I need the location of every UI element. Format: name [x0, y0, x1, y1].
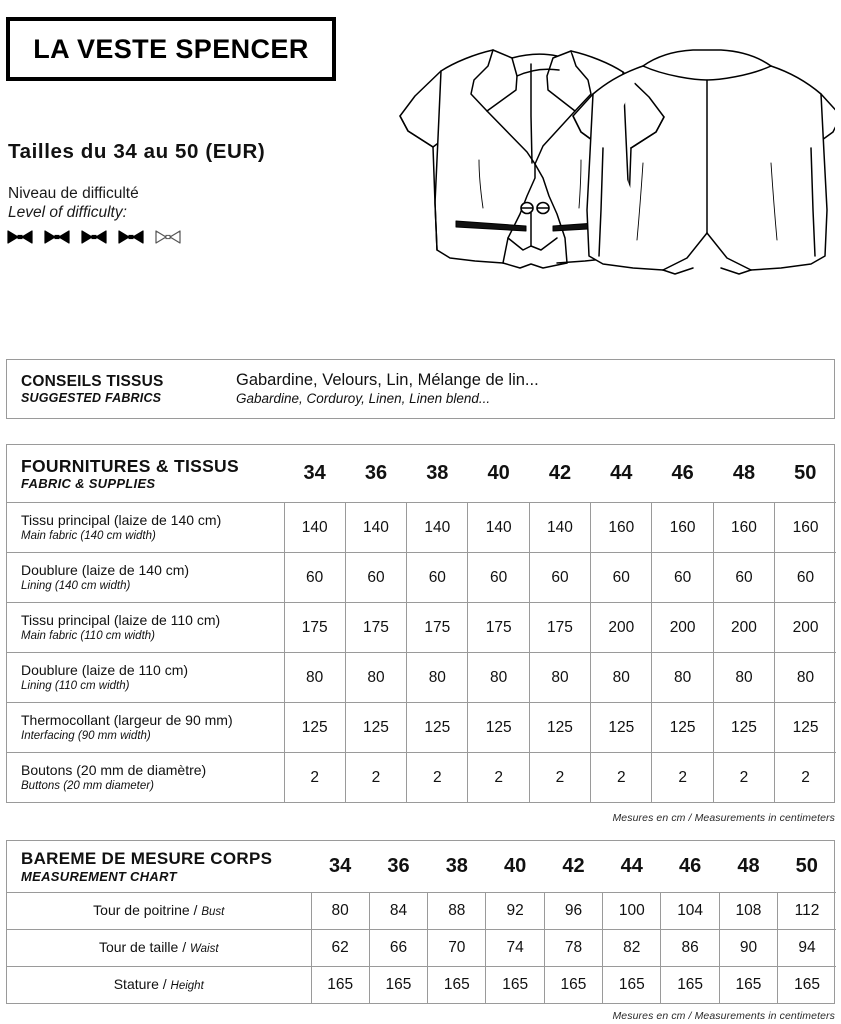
table-row [7, 603, 836, 653]
suggested-fabrics-value [236, 371, 834, 407]
row-label-cell [7, 930, 311, 967]
row-label-en: Lining (140 cm width) [21, 579, 131, 592]
table-cell-value: 60 [652, 553, 713, 603]
measurement-title-fr: BAREME DE MESURE CORPS [21, 848, 273, 868]
table-cell-value: 165 [719, 967, 777, 1004]
size-column-header: 42 [548, 462, 572, 484]
table-cell-value: 80 [407, 653, 468, 703]
table-cell-value: 125 [284, 703, 345, 753]
row-label-cell [7, 967, 311, 1004]
table-cell-value: 80 [311, 893, 369, 930]
table-cell-value: 92 [486, 893, 544, 930]
table-cell-value: 84 [369, 893, 427, 930]
page-title: LA VESTE SPENCER [33, 33, 309, 64]
table-cell-value: 2 [591, 753, 652, 803]
table-cell-value: 80 [713, 653, 774, 703]
table-cell-value: 175 [407, 603, 468, 653]
table-cell-value: 80 [284, 653, 345, 703]
table-cell-value: 140 [468, 503, 529, 553]
row-label-cell [7, 503, 284, 553]
table-cell-value: 2 [713, 753, 774, 803]
table-cell-value: 165 [778, 967, 836, 1004]
table-cell-value: 70 [428, 930, 486, 967]
table-cell-value: 80 [652, 653, 713, 703]
table-cell-value: 165 [603, 967, 661, 1004]
row-label-fr: Boutons (20 mm de diamètre) [21, 761, 207, 778]
garment-illustrations [375, 18, 835, 318]
table-cell-value: 165 [661, 967, 719, 1004]
row-label-en: Buttons (20 mm diameter) [21, 779, 154, 792]
table-cell-value: 60 [775, 553, 836, 603]
row-label-cell [7, 703, 284, 753]
table-cell-value: 86 [661, 930, 719, 967]
table-cell-value: 60 [284, 553, 345, 603]
table-row [7, 967, 836, 1004]
table-row [7, 930, 836, 967]
size-column-header: 34 [303, 462, 326, 484]
table-row [7, 553, 836, 603]
table-cell-value: 90 [719, 930, 777, 967]
table-cell-value: 78 [544, 930, 602, 967]
measurement-units-note: Mesures en cm / Measurements in centimeters [612, 1010, 835, 1022]
table-cell-value: 74 [486, 930, 544, 967]
table-cell-value: 60 [529, 553, 590, 603]
row-label-cell [7, 603, 284, 653]
table-cell-value: 80 [775, 653, 836, 703]
table-cell-value: 200 [775, 603, 836, 653]
size-column-header: 44 [620, 855, 643, 877]
button-icon [521, 203, 549, 214]
table-cell-value: 112 [778, 893, 836, 930]
row-label-fr: Tour de poitrine / [93, 902, 202, 918]
table-cell-value: 2 [345, 753, 406, 803]
table-cell-value: 62 [311, 930, 369, 967]
row-label-en: Lining (110 cm width) [21, 679, 130, 692]
table-cell-value: 140 [284, 503, 345, 553]
bowtie-filled-icon [7, 230, 33, 244]
fabrics-value-fr: Gabardine, Velours, Lin, Mélange de lin... [236, 371, 539, 389]
table-cell-value: 125 [407, 703, 468, 753]
table-cell-value: 80 [529, 653, 590, 703]
table-cell-value: 2 [652, 753, 713, 803]
row-label-cell [7, 893, 311, 930]
table-cell-value: 66 [369, 930, 427, 967]
size-column-header: 40 [487, 462, 510, 484]
row-label-cell [7, 653, 284, 703]
row-label-en: Waist [190, 943, 219, 955]
size-column-header: 38 [445, 855, 468, 877]
table-row [7, 503, 836, 553]
fabrics-label-fr: CONSEILS TISSUS [21, 372, 164, 390]
title-box [6, 17, 336, 81]
supplies-header-row [7, 445, 836, 503]
table-cell-value: 165 [486, 967, 544, 1004]
table-row [7, 703, 836, 753]
row-label-cell [7, 753, 284, 803]
supplies-title-cell [7, 445, 284, 503]
row-label-en: Height [170, 980, 204, 992]
fabrics-value-en: Gabardine, Corduroy, Linen, Linen blend... [236, 391, 491, 406]
table-cell-value: 80 [345, 653, 406, 703]
size-column-header: 42 [562, 855, 585, 877]
table-cell-value: 96 [544, 893, 602, 930]
row-label-fr: Tour de taille / [98, 939, 190, 955]
row-label-fr: Tissu principal (laize de 140 cm) [21, 511, 222, 528]
table-cell-value: 108 [719, 893, 777, 930]
table-cell-value: 80 [591, 653, 652, 703]
fabrics-label-en: SUGGESTED FABRICS [21, 390, 162, 405]
row-label-fr: Doublure (laize de 140 cm) [21, 561, 190, 578]
table-row [7, 753, 836, 803]
size-column-header: 46 [671, 462, 694, 484]
size-column-header: 50 [795, 855, 818, 877]
measurement-chart-table [6, 840, 835, 1004]
suggested-fabrics-label [21, 373, 236, 406]
table-cell-value: 60 [468, 553, 529, 603]
table-cell-value: 200 [591, 603, 652, 653]
row-label-fr: Stature / [113, 976, 171, 992]
table-cell-value: 2 [468, 753, 529, 803]
table-cell-value: 2 [284, 753, 345, 803]
table-cell-value: 165 [369, 967, 427, 1004]
table-cell-value: 165 [544, 967, 602, 1004]
document-header [0, 0, 841, 340]
table-cell-value: 125 [775, 703, 836, 753]
table-cell-value: 100 [603, 893, 661, 930]
supplies-title-en: FABRIC & SUPPLIES [21, 475, 156, 491]
size-column-header: 36 [387, 855, 410, 877]
table-cell-value: 175 [529, 603, 590, 653]
supplies-title-fr: FOURNITURES & TISSUS [21, 455, 239, 476]
row-label-en: Main fabric (140 cm width) [21, 529, 156, 542]
fabric-supplies-table [6, 444, 835, 803]
table-cell-value: 160 [591, 503, 652, 553]
row-label-en: Interfacing (90 mm width) [21, 729, 151, 742]
table-cell-value: 175 [468, 603, 529, 653]
table-cell-value: 60 [591, 553, 652, 603]
size-column-header: 44 [610, 462, 633, 484]
row-label-en: Main fabric (110 cm width) [21, 629, 155, 642]
table-row [7, 893, 836, 930]
table-cell-value: 60 [345, 553, 406, 603]
size-column-header: 48 [737, 855, 760, 877]
table-cell-value: 140 [407, 503, 468, 553]
table-cell-value: 125 [529, 703, 590, 753]
table-cell-value: 200 [713, 603, 774, 653]
difficulty-label-en: Level of difficulty: [8, 204, 127, 221]
table-cell-value: 160 [713, 503, 774, 553]
measurement-title-en: MEASUREMENT CHART [21, 868, 177, 884]
bowtie-empty-icon [155, 230, 181, 244]
table-cell-value: 60 [713, 553, 774, 603]
table-cell-value: 125 [591, 703, 652, 753]
table-cell-value: 140 [529, 503, 590, 553]
table-cell-value: 104 [661, 893, 719, 930]
supplies-units-note: Mesures en cm / Measurements in centimeters [612, 812, 835, 824]
size-column-header: 46 [679, 855, 702, 877]
table-cell-value: 125 [713, 703, 774, 753]
size-column-header: 36 [364, 462, 388, 484]
measurement-title-cell [7, 841, 311, 893]
table-cell-value: 2 [529, 753, 590, 803]
table-cell-value: 165 [311, 967, 369, 1004]
row-label-fr: Tissu principal (laize de 110 cm) [21, 611, 221, 628]
row-label-fr: Thermocollant (largeur de 90 mm) [21, 711, 233, 728]
table-row [7, 653, 836, 703]
table-cell-value: 200 [652, 603, 713, 653]
table-cell-value: 165 [428, 967, 486, 1004]
table-cell-value: 175 [345, 603, 406, 653]
bowtie-filled-icon [81, 230, 107, 244]
size-column-header: 34 [329, 855, 352, 877]
measurement-header-row [7, 841, 836, 893]
table-cell-value: 88 [428, 893, 486, 930]
row-label-cell [7, 553, 284, 603]
suggested-fabrics-panel [6, 359, 835, 419]
table-cell-value: 160 [652, 503, 713, 553]
table-cell-value: 94 [778, 930, 836, 967]
table-cell-value: 82 [603, 930, 661, 967]
difficulty-label-fr: Niveau de difficulté [8, 185, 139, 202]
table-cell-value: 125 [345, 703, 406, 753]
size-column-header: 48 [732, 462, 756, 484]
table-cell-value: 175 [284, 603, 345, 653]
table-cell-value: 125 [468, 703, 529, 753]
size-column-header: 50 [794, 462, 817, 484]
bowtie-filled-icon [118, 230, 144, 244]
size-column-header: 38 [426, 462, 449, 484]
table-cell-value: 80 [468, 653, 529, 703]
size-column-header: 40 [504, 855, 527, 877]
bowtie-filled-icon [44, 230, 70, 244]
size-range-label: Tailles du 34 au 50 (EUR) [8, 140, 266, 163]
row-label-fr: Doublure (laize de 110 cm) [21, 661, 189, 678]
table-cell-value: 140 [345, 503, 406, 553]
table-cell-value: 160 [775, 503, 836, 553]
table-cell-value: 2 [775, 753, 836, 803]
table-cell-value: 60 [407, 553, 468, 603]
table-cell-value: 125 [652, 703, 713, 753]
table-cell-value: 2 [407, 753, 468, 803]
difficulty-rating [7, 230, 181, 244]
jacket-back-illustration [573, 50, 835, 274]
row-label-en: Bust [201, 906, 225, 918]
